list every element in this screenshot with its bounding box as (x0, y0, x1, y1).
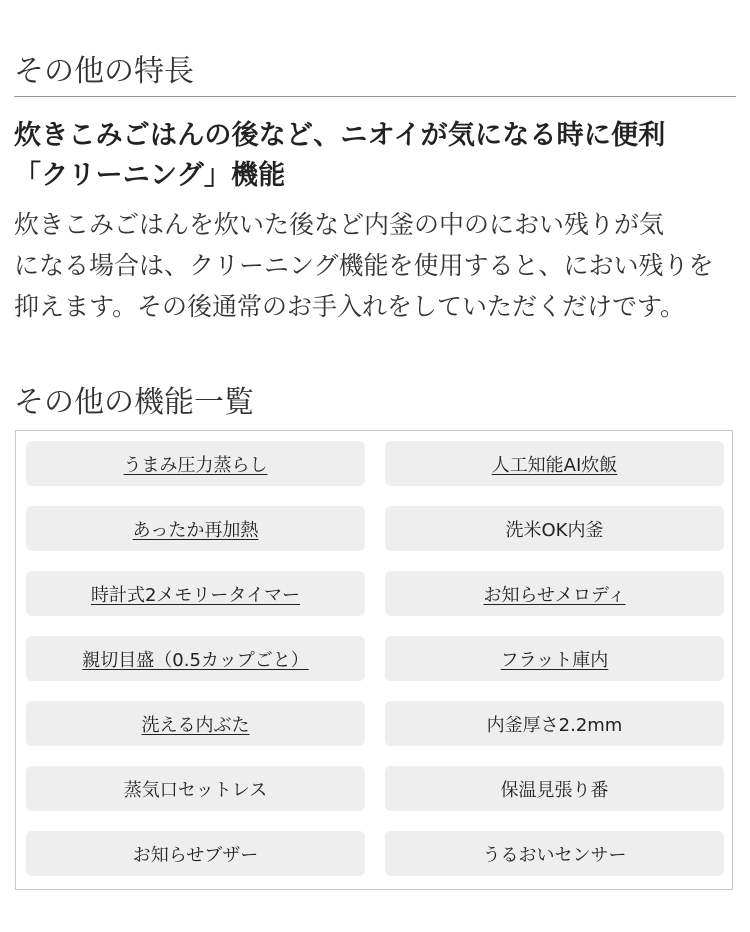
feature-description-line: になる場合は、クリーニング機能を使用すると、におい残りを (14, 251, 714, 280)
function-link-item[interactable] (385, 636, 724, 681)
feature-description (14, 204, 744, 327)
function-label: 保温見張り番 (500, 779, 609, 801)
feature-description-line: 炊きこみごはんを炊いた後など内釜の中のにおい残りが気 (14, 210, 665, 239)
function-item (385, 506, 724, 551)
function-link-label[interactable]: フラット庫内 (500, 649, 609, 671)
function-item (385, 766, 724, 811)
function-link-item[interactable] (26, 636, 365, 681)
function-label: お知らせブザー (132, 844, 259, 866)
heading-divider (14, 96, 736, 97)
function-link-item[interactable] (26, 701, 365, 746)
function-link-label[interactable]: 洗える内ぶた (141, 714, 250, 736)
function-label: うるおいセンサー (482, 844, 627, 866)
function-label: 洗米OK内釜 (505, 519, 604, 541)
function-label: 蒸気口セットレス (123, 779, 268, 801)
function-list-box (15, 430, 733, 890)
function-grid (26, 441, 724, 876)
section-heading-function-list: その他の機能一覧 (14, 385, 254, 420)
function-item (385, 831, 724, 876)
function-link-item[interactable] (385, 571, 724, 616)
function-link-label[interactable]: 時計式2メモリータイマー (90, 584, 301, 606)
function-link-label[interactable]: 親切目盛（0.5カップごと） (82, 649, 309, 671)
section-heading-other-features: その他の特長 (14, 54, 194, 89)
feature-title-line: 「クリーニング」機能 (14, 160, 286, 191)
function-item (385, 701, 724, 746)
function-link-item[interactable] (385, 441, 724, 486)
feature-description-line: 抑えます。その後通常のお手入れをしていただくだけです。 (14, 292, 686, 321)
feature-title (14, 116, 744, 196)
function-label: 内釜厚さ2.2mm (486, 714, 623, 736)
feature-title-line: 炊きこみごはんの後など、ニオイが気になる時に便利 (14, 120, 666, 151)
function-link-item[interactable] (26, 571, 365, 616)
function-link-label[interactable]: お知らせメロディ (483, 584, 626, 606)
function-item (26, 766, 365, 811)
function-link-label[interactable]: うまみ圧力蒸らし (123, 454, 268, 476)
function-link-item[interactable] (26, 441, 365, 486)
function-link-label[interactable]: 人工知能AI炊飯 (491, 454, 618, 476)
function-link-item[interactable] (26, 506, 365, 551)
function-item (26, 831, 365, 876)
function-link-label[interactable]: あったか再加熱 (132, 519, 259, 541)
